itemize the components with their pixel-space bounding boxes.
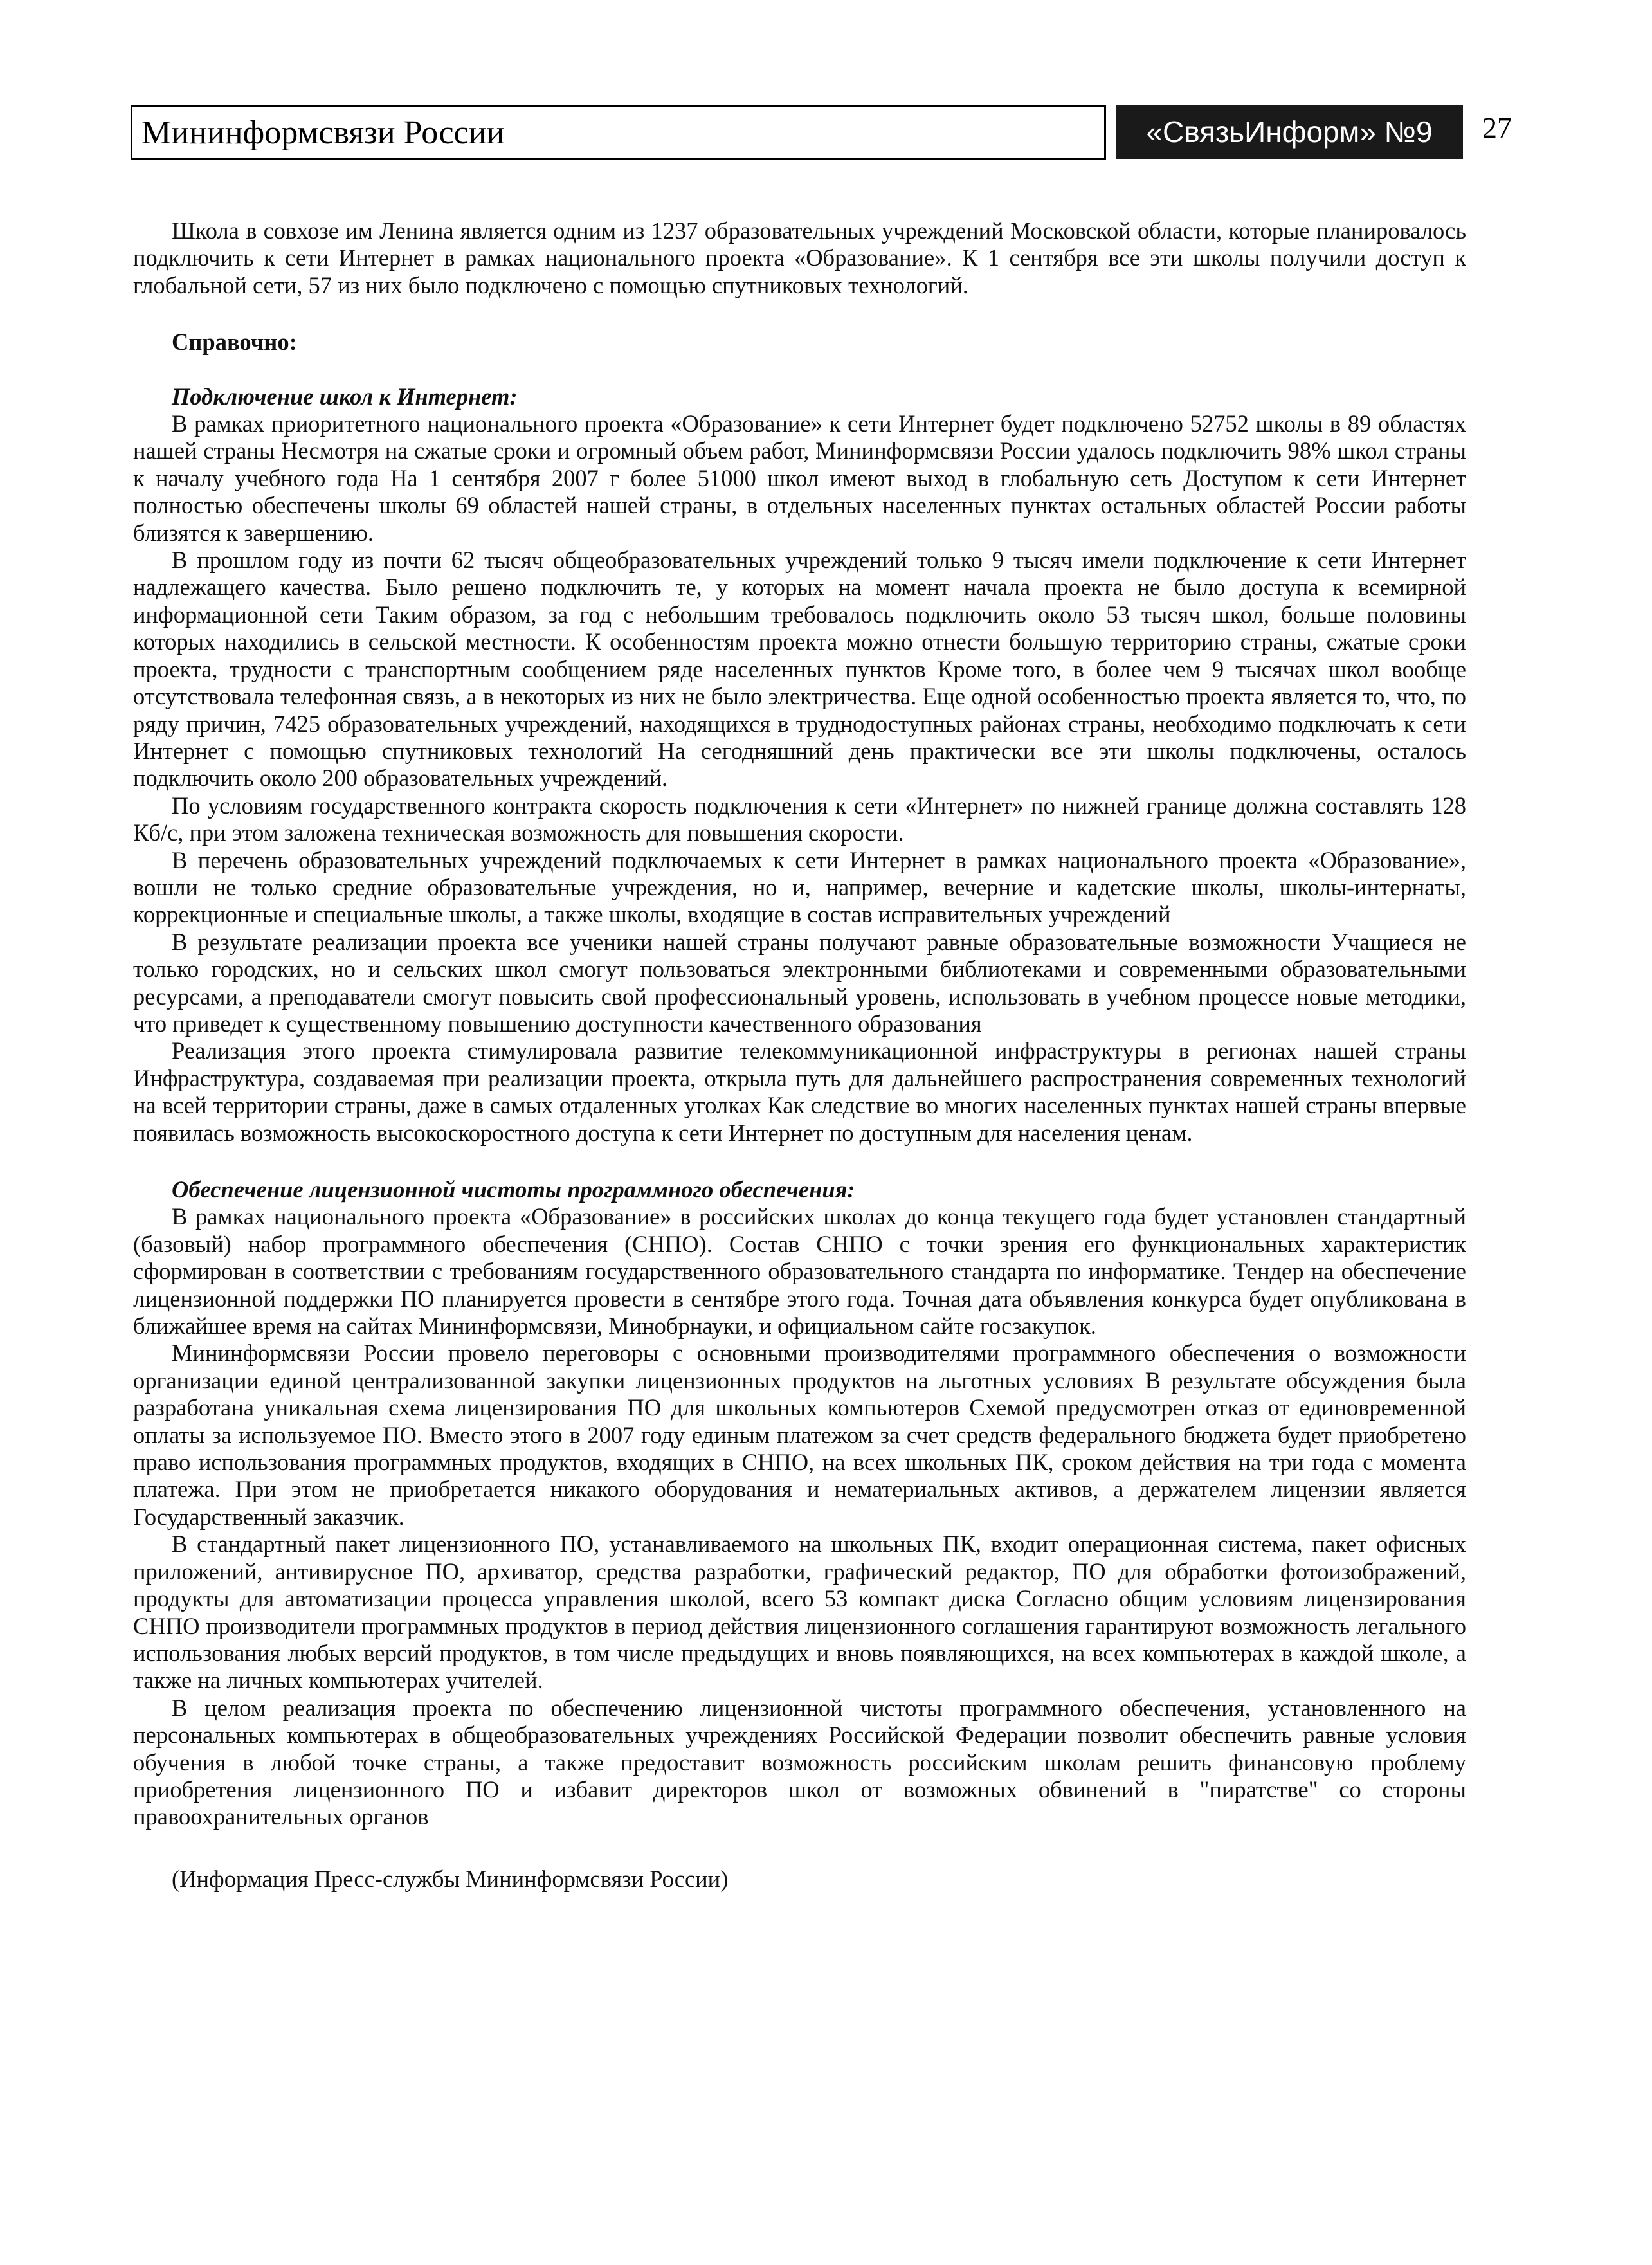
section-1-paragraph: В результате реализации проекта все ученики нашей страны получают равные образовательные возможности Учащиеся не только городских, но и сельских школ смогут пользоваться электронными библиотеками и современными образовательными ресурсами, а преподаватели смогут повысить свой профессиональный уровень, использовать в учебном процессе новые методики, что приведет к существенному повышению доступности качественного образования (133, 928, 1466, 1037)
article-body (133, 217, 1466, 1893)
header-publisher-title: Мининформсвязи России (141, 114, 505, 151)
section-2-paragraph: В целом реализация проекта по обеспечению лицензионной чистоты программного обеспечения, установленного на персональных компьютерах в общеобразовательных учреждениях Российской Федерации позволит обеспечить равные условия обучения в любой точке страны, а также предоставит возможность российским школам решить финансовую проблему приобретения лицензионного ПО и избавит директоров школ от возможных обвинений в "пиратстве" со стороны правоохранительных органов (133, 1694, 1466, 1830)
section-2-paragraph: Мининформсвязи России провело переговоры с основными производителями программного обеспечения о возможности организации единой централизованной закупки лицензионных продуктов на льготных условиях В результате обсуждения была разработана уникальная схема лицензирования ПО для школьных компьютеров Схемой предусмотрен отказ от единовременной оплаты за используемое ПО. Вместо этого в 2007 году единым платежом за счет средств федерального бюджета будет приобретено право использования программных продуктов, входящих в СНПО, на всех школьных ПК, сроком действия на три года с момента платежа. При этом не приобретается никакого оборудования и нематериальных активов, а держателем лицензии является Государственный заказчик. (133, 1340, 1466, 1530)
section-2-title: Обеспечение лицензионной чистоты программного обеспечения: (172, 1176, 855, 1203)
section-1-paragraph: Реализация этого проекта стимулировала развитие телекоммуникационной инфраструктуры в регионах нашей страны Инфраструктура, создаваемая при реализации проекта, открыла путь для дальнейшего распространения современных технологий на всей территории страны, даже в самых отдаленных уголках Как следствие во многих населенных пунктах нашей страны впервые появилась возможность высокоскоростного доступа к сети Интернет по доступным для населения ценам. (133, 1037, 1466, 1146)
section-1-paragraph: По условиям государственного контракта скорость подключения к сети «Интернет» по нижней границе должна составлять 128 Кб/с, при этом заложена техническая возможность для повышения скорости. (133, 792, 1466, 846)
header-journal-title: «СвязьИнформ» №9 (1146, 115, 1433, 149)
section-2-paragraph: В стандартный пакет лицензионного ПО, устанавливаемого на школьных ПК, входит операционная система, пакет офисных приложений, антивирусное ПО, архиватор, средства разработки, графический редактор, ПО для обработки фотоизображений, продукты для автоматизации процесса управления школой, всего 53 компакт диска Согласно общим условиям лицензирования СНПО производители программных продуктов в период действия лицензионного соглашения гарантируют возможность легального использования любых версий продуктов, в том числе предыдущих и вновь появляющихся, на всех компьютерах в каждой школе, а также на личных компьютерах учителей. (133, 1531, 1466, 1694)
page-number: 27 (1482, 111, 1512, 144)
intro-paragraph: Школа в совхозе им Ленина является одним из 1237 образовательных учреждений Московской области, которые планировалось подключить к сети Интернет в рамках национального проекта «Образование». К 1 сентября все эти школы получили доступ к глобальной сети, 57 из них было подключено с помощью спутниковых технологий. (133, 217, 1466, 298)
section-1-title: Подключение школ к Интернет: (172, 383, 518, 410)
section-1-paragraph: В перечень образовательных учреждений подключаемых к сети Интернет в рамках национального проекта «Образование», вошли не только средние образовательные учреждения, но и, например, вечерние и кадетские школы, школы-интернаты, коррекционные и специальные школы, а также школы, входящие в состав исправительных учреждений (133, 846, 1466, 928)
reference-heading: Справочно: (172, 329, 297, 356)
header-journal-box (1116, 105, 1463, 159)
section-1-paragraph: В прошлом году из почти 62 тысяч общеобразовательных учреждений только 9 тысяч имели подключение к сети Интернет надлежащего качества. Было решено подключить те, у которых на момент начала проекта не было доступа к всемирной информационной сети Таким образом, за год с небольшим требовалось подключить около 53 тысяч школ, больше половины которых находились в сельской местности. К особенностям проекта можно отнести большую территорию страны, сжатые сроки проекта, трудности с транспортным сообщением ряде населенных пунктов Кроме того, в более чем 9 тысячах школ вообще отсутствовала телефонная связь, а в некоторых из них не было электричества. Еще одной особенностью проекта является то, что, по ряду причин, 7425 образовательных учреждений, находящихся в труднодоступных районах страны, необходимо подключать к сети Интернет с помощью спутниковых технологий На сегодняшний день практически все эти школы подключены, осталось подключить около 200 образовательных учреждений. (133, 547, 1466, 792)
section-2-paragraph: В рамках национального проекта «Образование» в российских школах до конца текущего года будет установлен стандартный (базовый) набор программного обеспечения (СНПО). Состав СНПО с точки зрения его функциональных характеристик сформирован в соответствии с требованиям государственного образовательного стандарта по информатике. Тендер на обеспечение лицензионной поддержки ПО планируется провести в сентябре этого года. Точная дата объявления конкурса будет опубликована в ближайшее время на сайтах Мининформсвязи, Минобрнауки, и официальном сайте госзакупок. (133, 1203, 1466, 1340)
section-1-paragraph: В рамках приоритетного национального проекта «Образование» к сети Интернет будет подключено 52752 школы в 89 областях нашей страны Несмотря на сжатые сроки и огромный объем работ, Мининформсвязи России удалось подключить 98% школ страны к началу учебного года На 1 сентября 2007 г более 51000 школ имеют выход в глобальную сеть Доступом к сети Интернет полностью обеспечены школы 69 областей нашей страны, в отдельных населенных пунктах остальных областей России работы близятся к завершению. (133, 410, 1466, 546)
header-publisher-box (131, 105, 1106, 160)
press-service-signature: (Информация Пресс-службы Мининформсвязи России) (172, 1865, 729, 1892)
